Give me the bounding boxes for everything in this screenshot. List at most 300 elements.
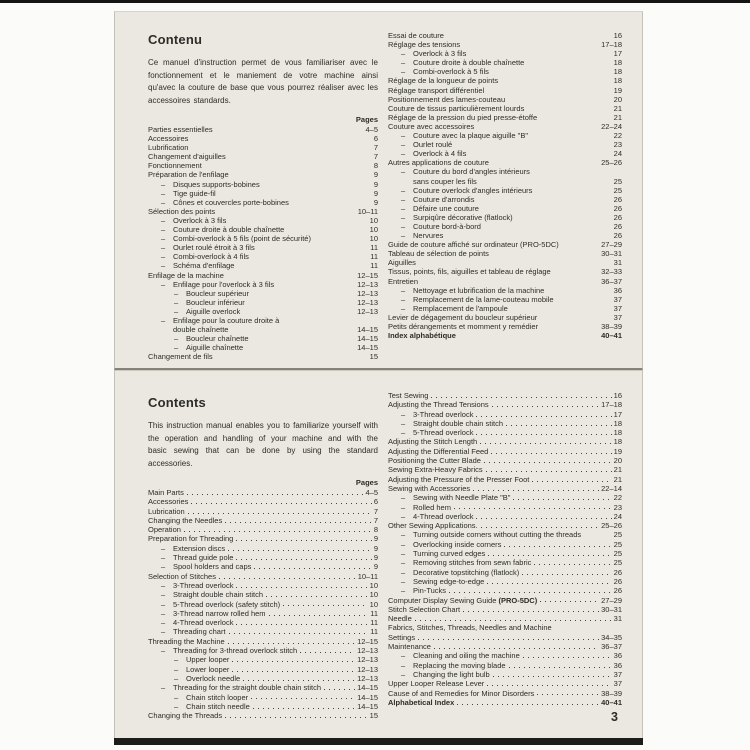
toc-leader [448,586,612,595]
toc-entry [148,516,378,525]
toc-leader [250,693,355,702]
toc-entry-page: 22–24 [601,121,622,131]
toc-entry-page: 18 [613,418,622,428]
toc-entry [388,437,622,446]
toc-entry-label: Accessories [148,497,189,507]
toc-entry [148,161,378,170]
toc-entry-label: Replacing the moving blade [413,660,506,670]
toc-entry-label-bold: (PRO-5DC) [496,595,538,605]
toc-leader [477,177,614,186]
toc-leader [538,322,601,331]
toc-entry-page: 17–18 [601,400,622,410]
toc-leader [190,497,371,506]
toc-entry-label: Sewing edge-to-edge [413,576,485,586]
toc-leader [524,104,613,113]
toc-entry-label: Levier de dégagement du boucleur supérieur [388,312,538,322]
toc-leader [252,702,355,711]
toc-entry [148,646,378,655]
toc-entry-page: 30–31 [601,604,622,614]
toc-leader [460,40,601,49]
toc-entry-label: Sewing with Needle Plate "B" [413,493,511,503]
dash-bullet: – [161,279,166,289]
toc-entry-page: 26 [613,221,622,231]
toc-entry [388,549,622,558]
toc-entry-label: Couture overlock d'angles intérieurs [413,185,533,195]
toc-entry [388,140,622,149]
toc-entry [148,572,378,581]
toc-leader [289,198,374,207]
toc-entry-label: Operation [148,525,181,535]
dash-bullet: – [401,567,406,577]
toc-entry-page: 31 [613,258,622,268]
dash-bullet: – [174,692,179,702]
toc-leader [544,286,613,295]
toc-entry-label: 5-Thread overlock [413,428,474,438]
toc-entry-label: 4-Thread overlock [413,511,474,521]
toc-entry [148,180,378,189]
dash-bullet: – [174,288,179,298]
dash-bullet: – [174,701,179,711]
toc-entry-page: 36–37 [601,276,622,286]
toc-entry-label: Stitch Selection Chart [388,604,461,614]
toc-entry-label: Needle [388,614,412,624]
toc-entry [148,627,378,636]
toc-entry-page: 22 [613,493,622,503]
toc-entry [148,152,378,161]
toc-entry-page: 38–39 [601,688,622,698]
toc-leader [231,665,355,674]
toc-entry [148,553,378,562]
toc-leader [532,186,613,195]
dash-bullet: – [161,243,166,253]
toc-entry [148,271,378,280]
toc-entry-label: Preparation for Threading [148,534,234,544]
toc-leader [536,689,599,698]
toc-entry-label: Adjusting the Pressure of the Presser Foot [388,474,530,484]
toc-entry-page: 37 [613,294,622,304]
toc-entry-label: Computer Display Sewing Guide [388,595,497,605]
toc-entry-page: 12–15 [357,270,378,280]
toc-entry-label: Test Sewing [388,391,429,400]
toc-leader [489,249,601,258]
toc-entry [388,249,622,258]
dash-bullet: – [401,539,406,549]
toc-entry-label: Overlock needle [186,673,241,683]
toc-entry-label: Spool holders and caps [173,562,252,572]
dash-bullet: – [401,194,406,204]
toc-entry-page: 19 [613,85,622,95]
dash-bullet: – [161,683,166,693]
toc-entry [148,674,378,683]
toc-entry-page: 21 [613,465,622,475]
toc-entry [148,289,378,298]
toc-leader [530,167,622,176]
toc-entry-page: 21 [613,474,622,484]
toc-leader [503,540,611,549]
toc-leader [418,277,601,286]
toc-entry-label: Essai de couture [388,31,444,40]
toc-entry-page: 12–13 [357,646,378,656]
dash-bullet: – [174,673,179,683]
dash-bullet: – [401,221,406,231]
dash-bullet: – [401,549,406,559]
dash-bullet: – [401,185,406,195]
toc-entry [388,177,622,186]
dash-bullet: – [401,303,406,313]
toc-entry [388,158,622,167]
toc-leader [466,149,613,158]
scanned-pages [114,11,643,745]
toc-entry-label: Entretien [388,276,419,286]
toc-entry-page: 18 [613,58,622,68]
toc-entry-page: 17 [613,409,622,419]
toc-entry-label: Index alphabétique [388,331,456,341]
toc-entry-page: 23 [613,502,622,512]
dash-bullet: – [174,664,179,674]
toc-leader [299,646,355,655]
toc-entry-label: Settings [388,632,416,642]
toc-entry-page: 37 [613,669,622,679]
toc-leader [284,225,369,234]
bottom-black-bar [114,738,643,745]
toc-entry-label: Sewing Extra-Heavy Fabrics [388,465,483,475]
dash-bullet: – [174,334,179,344]
toc-leader [187,507,372,516]
toc-leader [430,391,611,400]
toc-entry-label: Cônes et couvercles porte-bobines [173,197,289,207]
toc-entry [148,352,378,361]
toc-entry [388,76,622,85]
toc-entry-label: Sélection des points [148,206,216,216]
toc-entry [148,534,378,543]
dash-bullet: – [174,655,179,665]
toc-entry-label: Changing the light bulb [413,669,490,679]
toc-entry-page: 9 [373,170,378,180]
toc-entry [388,428,622,437]
dash-bullet: – [161,553,166,563]
toc-entry-page: 26 [613,194,622,204]
toc-entry-page: 9 [373,197,378,207]
toc-leader [226,216,369,225]
toc-entry [388,651,622,660]
dash-bullet: – [161,179,166,189]
dash-bullet: – [401,49,406,59]
toc-leader [249,334,358,343]
toc-entry [388,58,622,67]
toc-entry-page: 27–29 [601,240,622,250]
toc-entry [388,231,622,240]
toc-entry-page: 10 [369,599,378,609]
toc-entry-label: Boucleur inférieur [186,297,245,307]
toc-entry [148,609,378,618]
toc-entry-page: 22 [613,131,622,141]
toc-entry-page: 7 [373,506,378,516]
dash-bullet: – [161,599,166,609]
toc-entry-label: Maintenance [388,642,431,652]
toc-entry-label: Tissus, points, fils, aiguilles et tableau de réglage [388,267,551,277]
toc-entry [388,113,622,122]
dash-bullet: – [401,418,406,428]
toc-leader [242,674,355,683]
toc-entry-page: 25–26 [601,158,622,168]
toc-entry-label: Nervures [413,231,444,241]
toc-leader [539,596,599,605]
dash-bullet: – [401,285,406,295]
toc-entry-page: 6 [373,134,378,144]
dash-bullet: – [401,149,406,159]
dash-bullet: – [401,511,406,521]
toc-entry [148,507,378,516]
toc-leader [226,152,374,161]
toc-entry [388,149,622,158]
page-french-scan [114,11,643,370]
toc-entry-page: 18 [613,67,622,77]
toc-leader [475,428,611,437]
toc-leader [235,534,371,543]
toc-leader [456,331,601,340]
toc-entry-page: 21 [613,103,622,113]
dash-bullet: – [161,590,166,600]
toc-entry-page: 9 [373,534,378,544]
dash-bullet: – [401,203,406,213]
toc-leader [213,352,370,361]
toc-entry-label: Enfilage pour la couture droite à [173,315,280,325]
toc-entry [388,258,622,267]
toc-entry-page: 31 [613,614,622,624]
toc-leader [489,158,601,167]
toc-leader [513,213,614,222]
toc-entry [388,240,622,249]
toc-entry-label: Fabrics, Stitches, Threads, Needles and Machine [388,623,552,633]
toc-entry-page: 10 [369,215,378,225]
french-toc-left-list [148,125,378,361]
toc-leader [475,410,611,419]
toc-leader [456,698,599,707]
toc-leader [537,313,613,322]
toc-leader [443,231,613,240]
toc-entry [148,525,378,534]
toc-leader [224,271,357,280]
toc-entry-label: Réglage des tensions [388,40,461,50]
toc-entry-label: sans couper les fils [413,176,477,186]
toc-entry [148,488,378,497]
toc-entry-page: 8 [373,161,378,171]
toc-entry-page: 25 [613,530,622,540]
toc-entry-page: 37 [613,679,622,689]
toc-leader [213,125,366,134]
toc-leader [414,614,612,623]
toc-leader [528,131,614,140]
toc-leader [508,661,612,670]
toc-entry-label: Adjusting the Stitch Length [388,437,478,447]
toc-entry [388,222,622,231]
toc-leader [417,633,599,642]
toc-entry-page: 36 [613,651,622,661]
toc-entry-page: 36–37 [601,642,622,652]
toc-entry-label: Chain stitch needle [186,701,250,711]
dash-bullet: – [401,167,406,177]
toc-entry [148,562,378,571]
toc-leader [452,140,613,149]
toc-entry [148,334,378,343]
toc-entry-label: Autres applications de couture [388,158,489,168]
toc-leader [235,618,368,627]
dash-bullet: – [401,586,406,596]
toc-entry-page: 9 [373,543,378,553]
toc-entry-page: 9 [373,562,378,572]
toc-entry-label: Threading for 3-thread overlock stitch [173,646,298,656]
toc-entry [388,642,622,651]
dash-bullet: – [401,576,406,586]
toc-entry-page: 25 [613,549,622,559]
toc-leader [227,637,355,646]
toc-leader [416,258,614,267]
toc-entry [388,410,622,419]
toc-entry-page: 22–14 [601,483,622,493]
toc-entry-page: 26 [613,231,622,241]
dash-bullet: – [161,580,166,590]
toc-entry [148,143,378,152]
toc-entry [388,49,622,58]
dash-bullet: – [401,428,406,438]
toc-entry [388,67,622,76]
toc-entry [388,104,622,113]
toc-entry [388,204,622,213]
toc-leader [505,95,614,104]
dash-bullet: – [161,261,166,271]
toc-entry-page: 7 [373,143,378,153]
toc-leader [462,605,599,614]
dash-bullet: – [401,140,406,150]
toc-entry-page: 9 [373,553,378,563]
toc-entry-label: Couture bord-à-bord [413,221,481,231]
toc-entry [388,661,622,670]
top-black-bar [0,0,750,3]
toc-leader [186,488,364,497]
toc-entry-page: 26 [613,576,622,586]
toc-entry-page: 26 [613,586,622,596]
toc-entry-page: 26 [613,203,622,213]
toc-entry-label: Préparation de l'enfilage [148,170,229,180]
toc-entry [148,298,378,307]
toc-entry-page: 19 [613,446,622,456]
toc-entry [148,125,378,134]
toc-entry [388,186,622,195]
toc-entry-label: Enfilage de la machine [148,270,224,280]
toc-entry-label: Changement de fils [148,352,213,362]
toc-leader [188,143,373,152]
toc-entry [388,689,622,698]
toc-entry [388,596,622,605]
toc-leader [483,456,612,465]
toc-entry [148,252,378,261]
toc-leader [228,627,369,636]
dash-bullet: – [401,212,406,222]
toc-entry [388,295,622,304]
french-toc-right-list [388,31,622,340]
toc-leader [311,234,370,243]
toc-entry [148,600,378,609]
toc-entry-label: Alphabetical Index [388,697,455,707]
toc-entry-label: Couture avec accessoires [388,121,475,131]
toc-entry-label: Upper Looper Release Lever [388,679,485,689]
dash-bullet: – [161,197,166,207]
toc-entry [388,623,622,632]
toc-entry [388,475,622,484]
toc-entry [388,512,622,521]
toc-entry-page: 10 [369,225,378,235]
dash-bullet: – [401,660,406,670]
toc-entry [388,304,622,313]
toc-leader [433,642,599,651]
toc-leader [453,503,612,512]
toc-entry-label: double chaînette [173,325,229,335]
toc-entry-page: 10 [369,580,378,590]
toc-entry-page: 18 [613,437,622,447]
toc-entry [148,665,378,674]
dash-bullet: – [161,252,166,262]
toc-entry-label: Aiguille chaînette [186,343,244,353]
french-toc-title: Contenu [148,32,203,47]
toc-entry [148,243,378,252]
toc-entry-page: 9 [373,188,378,198]
toc-entry-label: Cause of and Remedies for Minor Disorders [388,688,535,698]
toc-entry-page: 11 [370,627,378,637]
toc-entry-label: Adjusting the Thread Tensions [388,400,489,410]
toc-entry-page: 10 [369,234,378,244]
toc-entry [148,134,378,143]
toc-entry-page: 12–13 [357,279,378,289]
dash-bullet: – [161,225,166,235]
dash-bullet: – [401,294,406,304]
toc-entry [148,234,378,243]
toc-entry-label: Lubrification [148,143,189,153]
toc-entry-page: 20 [613,94,622,104]
toc-leader [498,76,614,85]
dash-bullet: – [401,651,406,661]
toc-entry [148,618,378,627]
toc-entry-page: 9 [373,179,378,189]
toc-entry-label: Changement d'aiguilles [148,152,226,162]
toc-entry [148,225,378,234]
french-pages-column-header: Pages [355,115,378,124]
toc-entry-page: 14–15 [357,334,378,344]
toc-entry-page: 40–41 [601,697,622,707]
toc-entry-page: 12–13 [357,664,378,674]
toc-entry-label: Guide de couture affiché sur ordinateur (PRO-5DC) [388,240,559,250]
dash-bullet: – [174,343,179,353]
english-right-column [388,371,622,738]
toc-entry-label: 3-Thread narrow rolled hem [173,608,266,618]
french-right-column [388,12,622,368]
toc-entry-page: 40–41 [601,331,622,341]
toc-entry [148,307,378,316]
toc-entry [388,679,622,688]
toc-entry-label: Upper looper [186,655,230,665]
dash-bullet: – [161,562,166,572]
toc-entry-label: Couture avec la plaque aiguille "B" [413,131,528,141]
dash-bullet: – [161,543,166,553]
toc-leader [559,240,601,249]
toc-entry [148,711,378,720]
toc-entry [388,391,622,400]
toc-entry-label: Overlock à 3 fils [413,49,467,59]
toc-entry [148,590,378,599]
toc-entry-label: Parties essentielles [148,125,213,134]
toc-entry-page: 37 [613,312,622,322]
toc-entry-page: 21 [613,112,622,122]
toc-entry-label: Combi-overlock à 4 fils [173,252,249,262]
